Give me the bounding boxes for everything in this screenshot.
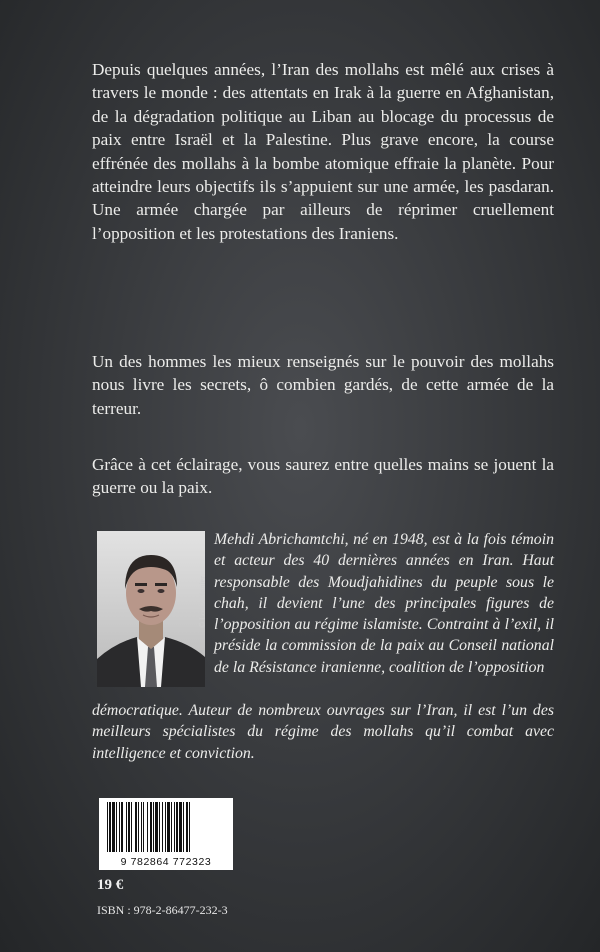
blurb-paragraph-1: Depuis quelques années, l’Iran des mollahs est mêlé aux crises à travers le monde : des attentats en Irak à la guerre en Afghanistan, de la dégradation politique au Liban au blocage du processus de paix entre Israël et la Palestine. Plus grave encore, la course effrénée des mollahs à la bombe atomique effraie la planète. Pour atteindre leurs objectifs ils s’appuient sur une armée, les pasdaran. Une armée chargée par ailleurs de réprimer cruellement l’opposition et les protestations des Iraniens.	[92, 60, 554, 243]
blurb-paragraph-2: Un des hommes les mieux renseignés sur le pouvoir des mollahs nous livre les secrets, ô combien gardés, de cette armée de la terreur.	[92, 352, 554, 418]
isbn: ISBN : 978-2-86477-232-3	[97, 903, 228, 917]
author-photo	[97, 531, 205, 687]
blurb-paragraph-3: Grâce à cet éclairage, vous saurez entre quelles mains se jouent la guerre ou la paix.	[92, 455, 554, 498]
barcode	[99, 798, 233, 870]
author-portrait-image	[97, 531, 205, 687]
author-bio-part-1: Mehdi Abrichamtchi, né en 1948, est à la fois témoin et acteur des 40 dernières années en Iran. Haut responsable des Moudjahidines du peuple sous le chah, il devient l’une des principales figures de l’opposition au régime islamiste. Contraint à l’exil, il préside la commission de la paix au Conseil national de la Résistance iranienne, coalition de l’opposition	[214, 531, 554, 676]
barcode-bars	[99, 798, 233, 856]
barcode-digits: 9 782864 772323	[120, 856, 212, 868]
price: 19 €	[97, 877, 124, 893]
author-bio-part-2: démocratique. Auteur de nombreux ouvrages sur l’Iran, il est l’un des meilleurs spécialistes du régime des mollahs qu’il combat avec intelligence et conviction.	[92, 702, 554, 762]
photo-credit: © Louis Monier	[198, 576, 207, 628]
